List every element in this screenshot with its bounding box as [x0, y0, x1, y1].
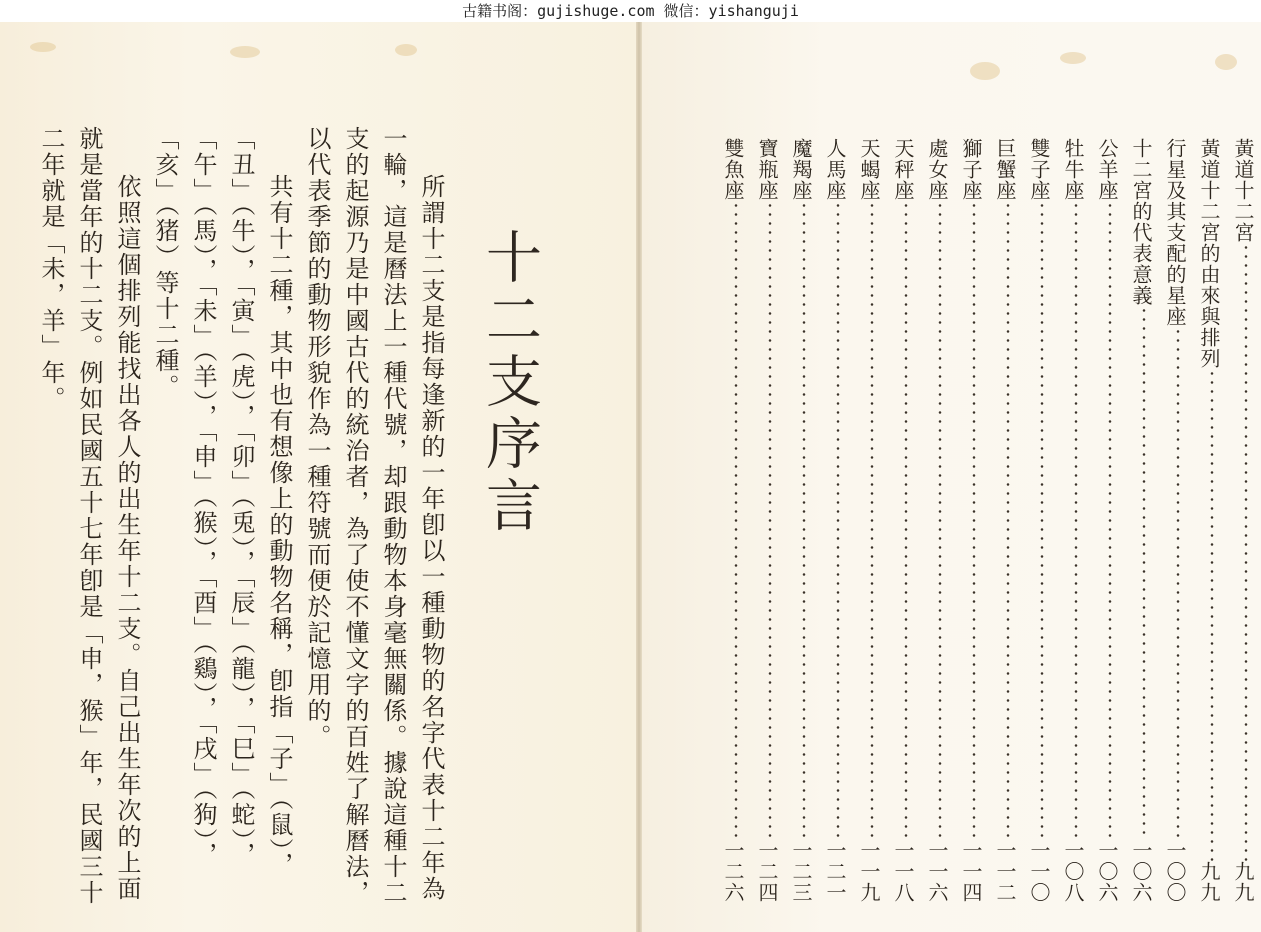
toc-entry-page: 一〇六: [1129, 840, 1153, 903]
toc-entry-page: 一一八: [891, 840, 915, 903]
toc-entry-label: 牡牛座: [1061, 138, 1085, 201]
toc-entry: [988, 138, 1022, 903]
toc-entry: [818, 138, 852, 903]
toc-entry-page: 一一〇: [1027, 840, 1051, 903]
toc-entry-label: 處女座: [925, 138, 949, 201]
preface-paragraph-1: 所謂十二支是指每逢新的一年卽以一種動物的名字代表十二年為一輪，這是曆法上一種代號，却跟動物本身毫無關係。據說這種十二支的起源乃是中國古代的統治者，為了使不懂文字的百姓了解曆法，以代表季節的動物形貌作為一種符號而便於記憶用的。: [303, 126, 445, 906]
toc-entry-label: 獅子座: [959, 138, 983, 201]
toc-entry: [1124, 138, 1158, 903]
toc-entry-label: 公羊座: [1095, 138, 1119, 201]
toc-entry-page: 一〇八: [1061, 840, 1085, 903]
toc-entry-page: 一二三: [789, 840, 813, 903]
toc-entry: [920, 138, 954, 903]
toc-entry-page: 九九: [1197, 861, 1221, 903]
toc-entry-label: 巨蟹座: [993, 138, 1017, 201]
toc-dot-leader: [926, 201, 954, 840]
toc-dot-leader: [1164, 327, 1192, 840]
preface-title: 十二支序言: [477, 228, 542, 538]
toc-entry-label: 寶瓶座: [755, 138, 779, 201]
toc-entry-page: 一二六: [721, 840, 745, 903]
toc-dot-leader: [1062, 201, 1090, 840]
paper-stain: [970, 62, 1000, 80]
toc-entry-label: 黃道十二宮的由來與排列: [1197, 138, 1221, 369]
paper-stain: [230, 46, 260, 58]
toc-entry: [1090, 138, 1124, 903]
toc-entry-page: 一二一: [823, 840, 847, 903]
toc-dot-leader: [1028, 201, 1056, 840]
paper-stain: [1060, 52, 1086, 64]
toc-dot-leader: [1096, 201, 1124, 840]
toc-entry-page: 一一四: [959, 840, 983, 903]
toc-entry: [1226, 138, 1260, 903]
toc-dot-leader: [892, 201, 920, 840]
toc-entry: [1192, 138, 1226, 903]
toc-entry-page: 一二四: [755, 840, 779, 903]
toc-entry-label: 行星及其支配的星座: [1163, 138, 1187, 327]
toc-dot-leader: [790, 201, 818, 840]
toc-entry-label: 雙魚座: [721, 138, 745, 201]
toc-entry: [784, 138, 818, 903]
book-gutter: [636, 22, 642, 932]
toc-entry-label: 黃道十二宮: [1231, 138, 1255, 243]
toc-entry-page: 一一九: [857, 840, 881, 903]
toc-dot-leader: [1232, 243, 1260, 861]
toc-dot-leader: [824, 201, 852, 840]
toc-entry-label: 天蝎座: [857, 138, 881, 201]
paper-stain: [395, 44, 417, 56]
toc-entry: [716, 138, 750, 903]
toc-dot-leader: [960, 201, 988, 840]
toc-dot-leader: [994, 201, 1022, 840]
toc-entry-page: 一〇〇: [1163, 840, 1187, 903]
toc-entry-label: 天秤座: [891, 138, 915, 201]
toc-entry: [954, 138, 988, 903]
toc-entry-label: 十二宮的代表意義: [1129, 138, 1153, 306]
toc-dot-leader: [722, 201, 750, 840]
preface-paragraph-2: 共有十二種，其中也有想像上的動物名稱，卽指「子」（鼠），「丑」（牛），「寅」（虎），「卯」（兎），「辰」（龍），「巳」（蛇），「午」（馬），「未」（羊），「申」（猴），「酉」（鷄），「戌」（狗），「亥」（猪）等十二種。: [151, 126, 293, 878]
toc-entry-page: 一一二: [993, 840, 1017, 903]
toc-entry: [886, 138, 920, 903]
toc-entry-page: 九九: [1231, 861, 1255, 903]
toc-entry-page: 一一六: [925, 840, 949, 903]
toc-entry-page: 一〇六: [1095, 840, 1119, 903]
toc-entry-label: 人馬座: [823, 138, 847, 201]
toc-entry: [852, 138, 886, 903]
watermark-banner: 古籍书阁：gujishuge.com 微信：yishanguji: [0, 0, 1261, 22]
toc-entry-label: 魔羯座: [789, 138, 813, 201]
toc-dot-leader: [1198, 369, 1226, 861]
toc-entry: [1056, 138, 1090, 903]
table-of-contents: [712, 138, 1260, 928]
toc-dot-leader: [1130, 306, 1158, 840]
toc-entry: [750, 138, 784, 903]
toc-dot-leader: [858, 201, 886, 840]
toc-dot-leader: [756, 201, 784, 840]
toc-entry: [1158, 138, 1192, 903]
paper-stain: [30, 42, 56, 52]
paper-stain: [1215, 54, 1237, 70]
preface-paragraph-3: 依照這個排列能找出各人的出生年十二支。自己出生年次的上面就是當年的十二支。例如民國五十七年卽是「申，猴」年，民國三十二年就是「未，羊」年。: [37, 126, 141, 906]
toc-entry-label: 雙子座: [1027, 138, 1051, 201]
toc-entry: [1022, 138, 1056, 903]
preface-body: [22, 126, 450, 916]
